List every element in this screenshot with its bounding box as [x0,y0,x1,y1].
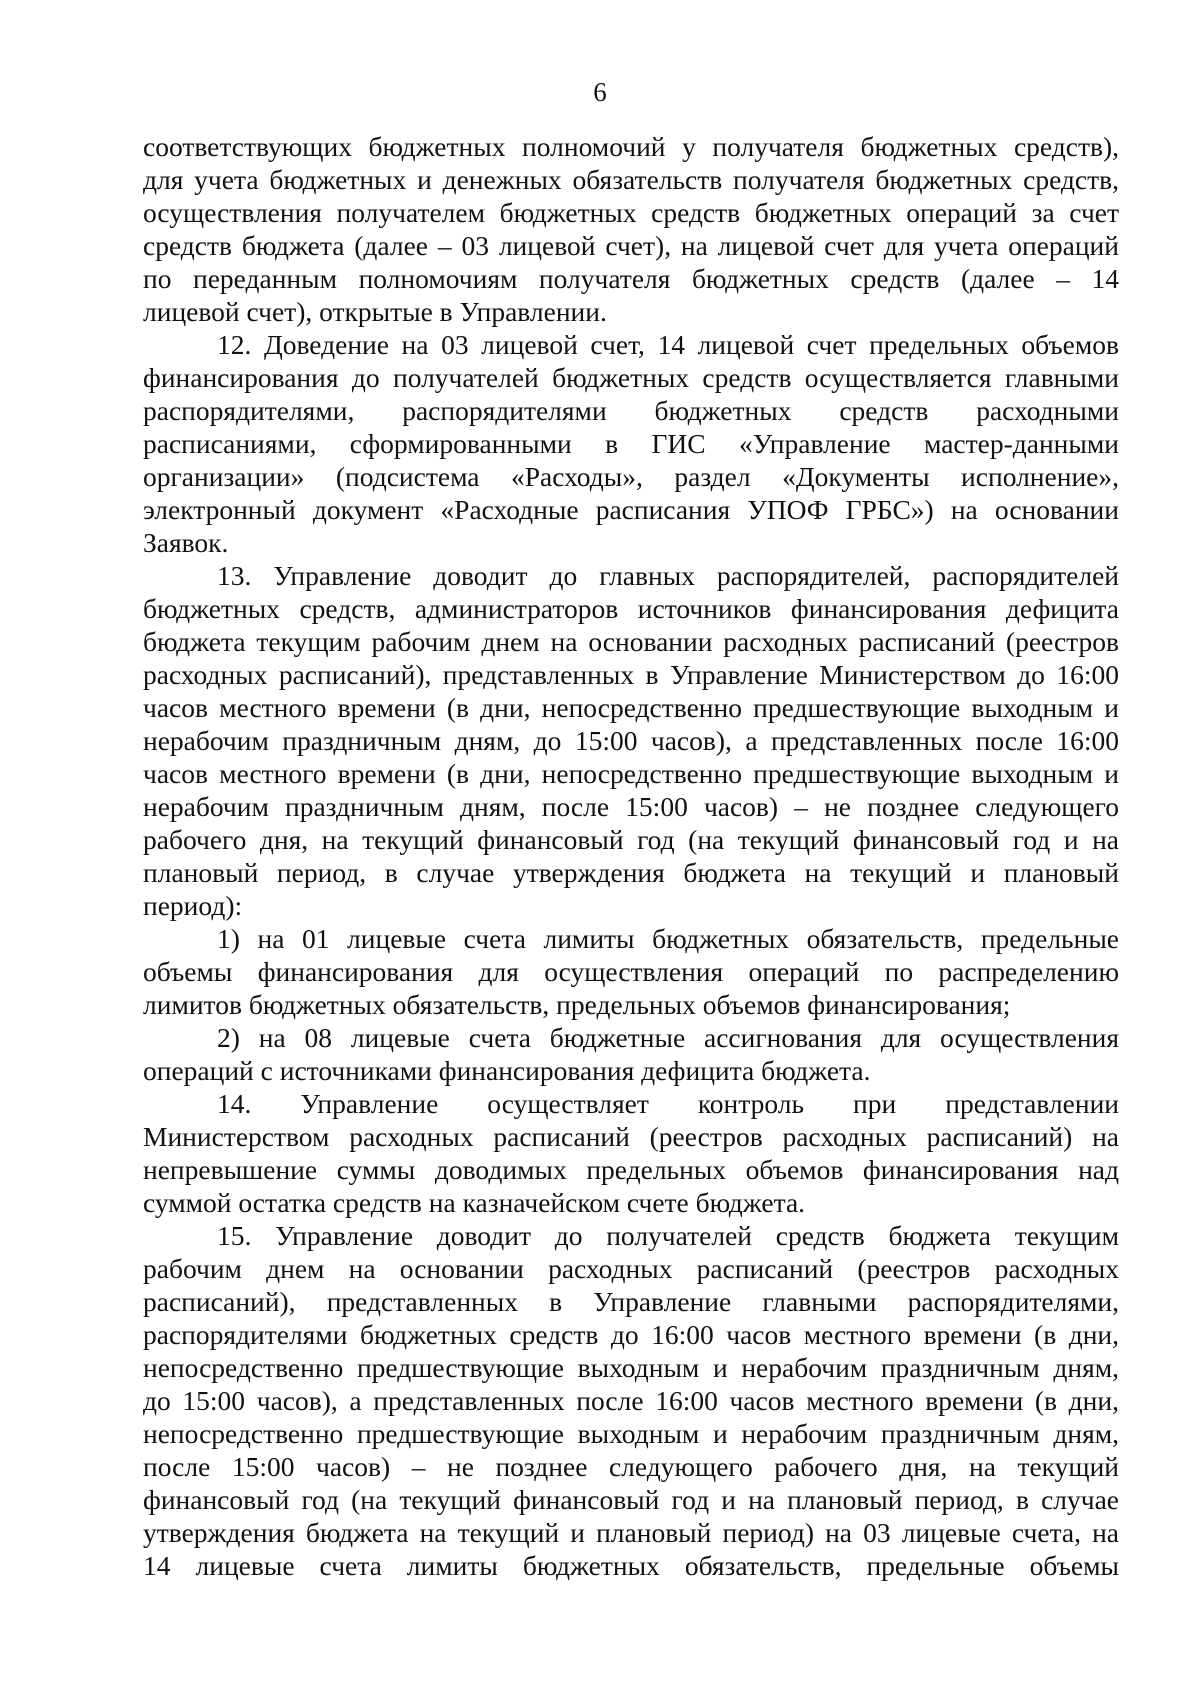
text-line: после 15:00 часов) – не позднее следующего рабочего дня, на текущий [143,1451,1119,1482]
text-line: 2) на 08 лицевые счета бюджетные ассигнования для осуществления [217,1022,1119,1053]
text-line: суммой остатка средств на казначейском счете бюджета. [143,1187,806,1218]
text-line: средств бюджета (далее – 03 лицевой счет), на лицевой счет для учета операций [143,230,1119,261]
text-line: по переданным полномочиям получателя бюджетных средств (далее – 14 [143,263,1119,294]
text-line: период): [143,890,243,921]
text-line: 1) на 01 лицевые счета лимиты бюджетных обязательств, предельные [217,923,1119,954]
document-body [143,130,1119,1582]
text-line: нерабочим праздничным дням, после 15:00 часов) – не позднее следующего [143,791,1119,822]
text-line: соответствующих бюджетных полномочий у получателя бюджетных средств), [143,131,1119,162]
text-line: до 15:00 часов), а представленных после 16:00 часов местного времени (в дни, [143,1385,1119,1416]
text-line: часов местного времени (в дни, непосредственно предшествующие выходным и [143,758,1119,789]
text-line: часов местного времени (в дни, непосредственно предшествующие выходным и [143,692,1119,723]
text-line: распорядителями, распорядителями бюджетных средств расходными [143,395,1119,426]
text-line: непревышение суммы доводимых предельных объемов финансирования над [143,1154,1119,1185]
text-line: расходных расписаний), представленных в Управление Министерством до 16:00 [143,659,1119,690]
text-line: бюджета текущим рабочим днем на основании расходных расписаний (реестров [143,626,1119,657]
text-line: 15. Управление доводит до получателей средств бюджета текущим [217,1220,1119,1251]
text-line: для учета бюджетных и денежных обязательств получателя бюджетных средств, [143,164,1119,195]
text-line: 12. Доведение на 03 лицевой счет, 14 лицевой счет предельных объемов [217,329,1119,360]
text-line: осуществления получателем бюджетных средств бюджетных операций за счет [143,197,1119,228]
text-line: Заявок. [143,527,229,558]
text-line: бюджетных средств, администраторов источников финансирования дефицита [143,593,1119,624]
text-line: 13. Управление доводит до главных распорядителей, распорядителей [217,560,1119,591]
text-line: электронный документ «Расходные расписания УПОФ ГРБС») на основании [143,494,1119,525]
text-line: лимитов бюджетных обязательств, предельных объемов финансирования; [143,989,1011,1020]
text-line: 14 лицевые счета лимиты бюджетных обязательств, предельные объемы [143,1550,1119,1581]
text-line: лицевой счет), открытые в Управлении. [143,296,607,327]
text-line: 14. Управление осуществляет контроль при представлении [217,1088,1119,1119]
text-line: рабочим днем на основании расходных расписаний (реестров расходных [143,1253,1119,1284]
text-line: Министерством расходных расписаний (реестров расходных расписаний) на [143,1121,1119,1152]
text-line: утверждения бюджета на текущий и плановый период) на 03 лицевые счета, на [143,1517,1119,1548]
text-line: расписаниями, сформированными в ГИС «Управление мастер-данными [143,428,1119,459]
text-line: финансирования до получателей бюджетных средств осуществляется главными [143,362,1119,393]
text-line: рабочего дня, на текущий финансовый год (на текущий финансовый год и на [143,824,1119,855]
text-line: операций с источниками финансирования дефицита бюджета. [143,1055,871,1086]
text-line: нерабочим праздничным дням, до 15:00 часов), а представленных после 16:00 [143,725,1119,756]
text-line: расписаний), представленных в Управление главными распорядителями, [143,1286,1119,1317]
page-number: 6 [593,77,607,107]
text-line: финансовый год (на текущий финансовый год и на плановый период, в случае [143,1484,1119,1515]
text-line: плановый период, в случае утверждения бюджета на текущий и плановый [143,857,1119,888]
text-line: организации» (подсистема «Расходы», раздел «Документы исполнение», [143,461,1119,492]
text-line: объемы финансирования для осуществления операций по распределению [143,956,1119,987]
text-line: непосредственно предшествующие выходным и нерабочим праздничным дням, [143,1352,1119,1383]
text-line: распорядителями бюджетных средств до 16:00 часов местного времени (в дни, [143,1319,1119,1350]
text-line: непосредственно предшествующие выходным и нерабочим праздничным дням, [143,1418,1119,1449]
